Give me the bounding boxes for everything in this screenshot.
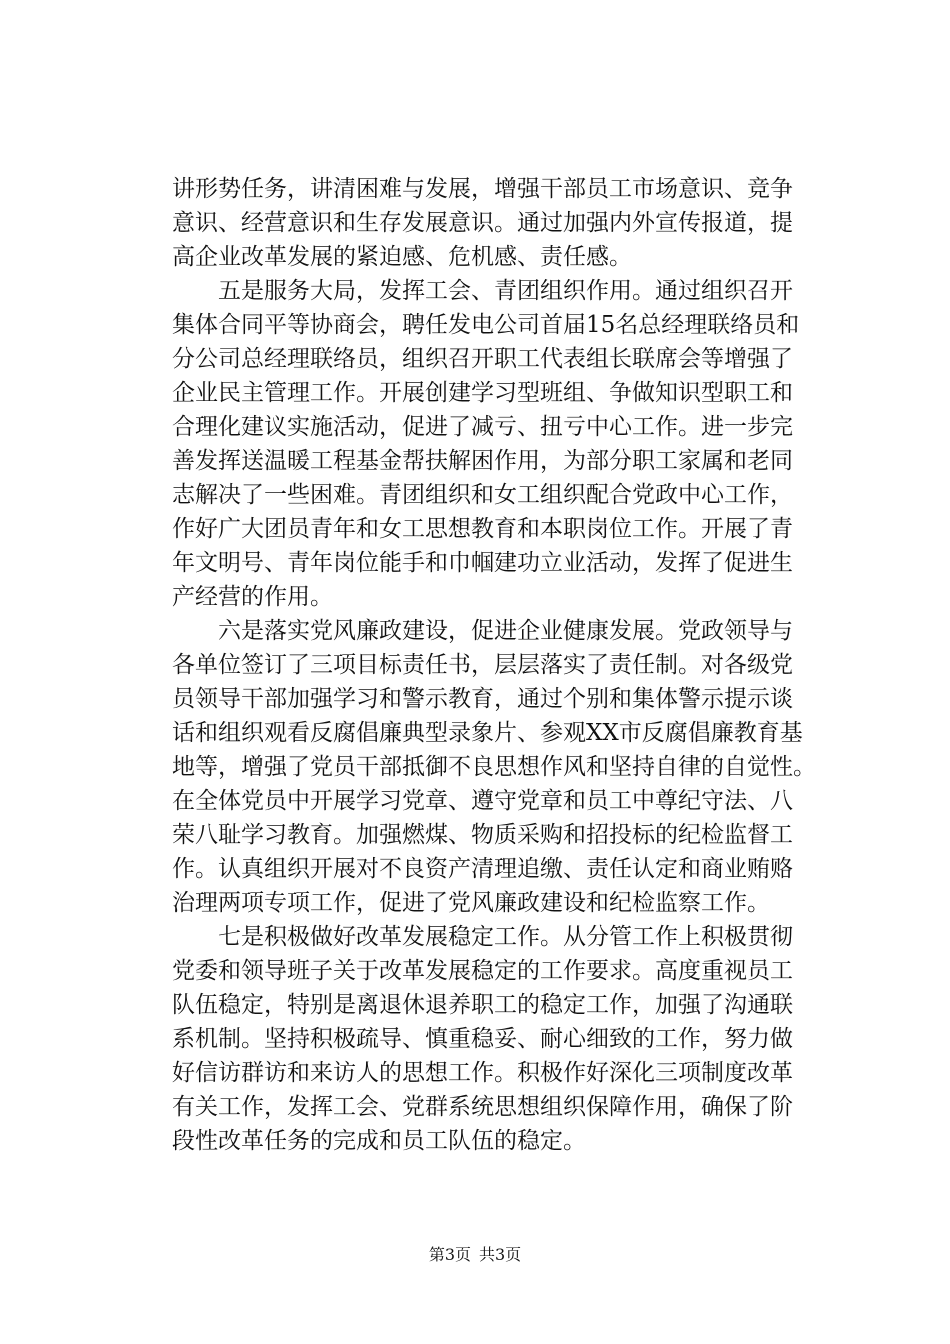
text-line: 六是落实党风廉政建设，促进企业健康发展。党政领导与 [218,618,793,644]
text-line: 集体合同平等协商会，聘任发电公司首届15名总经理联络员和 [172,312,800,338]
text-line: 善发挥送温暖工程基金帮扶解困作用，为部分职工家属和老同 [172,448,793,474]
text-line: 员领导干部加强学习和警示教育，通过个别和集体警示提示谈 [172,686,793,712]
text-line: 话和组织观看反腐倡廉典型录象片、参观XX市反腐倡廉教育基 [172,720,803,746]
text-line: 有关工作，发挥工会、党群系统思想组织保障作用，确保了阶 [172,1094,793,1120]
text-line: 作。认真组织开展对不良资产清理追缴、责任认定和商业贿赂 [172,856,793,882]
document-body [172,172,816,1158]
text-line: 荣八耻学习教育。加强燃煤、物质采购和招投标的纪检监督工 [172,822,793,848]
text-line: 段性改革任务的完成和员工队伍的稳定。 [172,1128,586,1154]
text-line: 志解决了一些困难。青团组织和女工组织配合党政中心工作， [172,482,793,508]
page-total: 共3页 [479,1245,522,1264]
text-line: 作好广大团员青年和女工思想教育和本职岗位工作。开展了青 [172,516,793,542]
text-line: 产经营的作用。 [172,584,333,610]
page-footer [0,1244,950,1266]
text-line: 治理两项专项工作，促进了党风廉政建设和纪检监察工作。 [172,890,770,916]
text-line: 在全体党员中开展学习党章、遵守党章和员工中尊纪守法、八 [172,788,793,814]
text-line: 系机制。坚持积极疏导、慎重稳妥、耐心细致的工作，努力做 [172,1026,793,1052]
text-line: 合理化建议实施活动，促进了减亏、扭亏中心工作。进一步完 [172,414,793,440]
text-line: 高企业改革发展的紧迫感、危机感、责任感。 [172,244,632,270]
text-line: 七是积极做好改革发展稳定工作。从分管工作上积极贯彻 [218,924,793,950]
text-line: 地等，增强了党员干部抵御不良思想作风和坚持自律的自觉性。 [172,754,816,780]
text-line: 好信访群访和来访人的思想工作。积极作好深化三项制度改革 [172,1060,793,1086]
page-number: 第3页 [428,1245,471,1264]
text-line: 队伍稳定，特别是离退休退养职工的稳定工作，加强了沟通联 [172,992,793,1018]
text-line: 分公司总经理联络员，组织召开职工代表组长联席会等增强了 [172,346,793,372]
text-line: 讲形势任务，讲清困难与发展，增强干部员工市场意识、竞争 [172,176,793,202]
text-line: 年文明号、青年岗位能手和巾帼建功立业活动，发挥了促进生 [172,550,793,576]
text-line: 企业民主管理工作。开展创建学习型班组、争做知识型职工和 [172,380,793,406]
text-line: 五是服务大局，发挥工会、青团组织作用。通过组织召开 [218,278,793,304]
text-line: 各单位签订了三项目标责任书，层层落实了责任制。对各级党 [172,652,793,678]
text-line: 意识、经营意识和生存发展意识。通过加强内外宣传报道，提 [172,210,793,236]
text-line: 党委和领导班子关于改革发展稳定的工作要求。高度重视员工 [172,958,793,984]
